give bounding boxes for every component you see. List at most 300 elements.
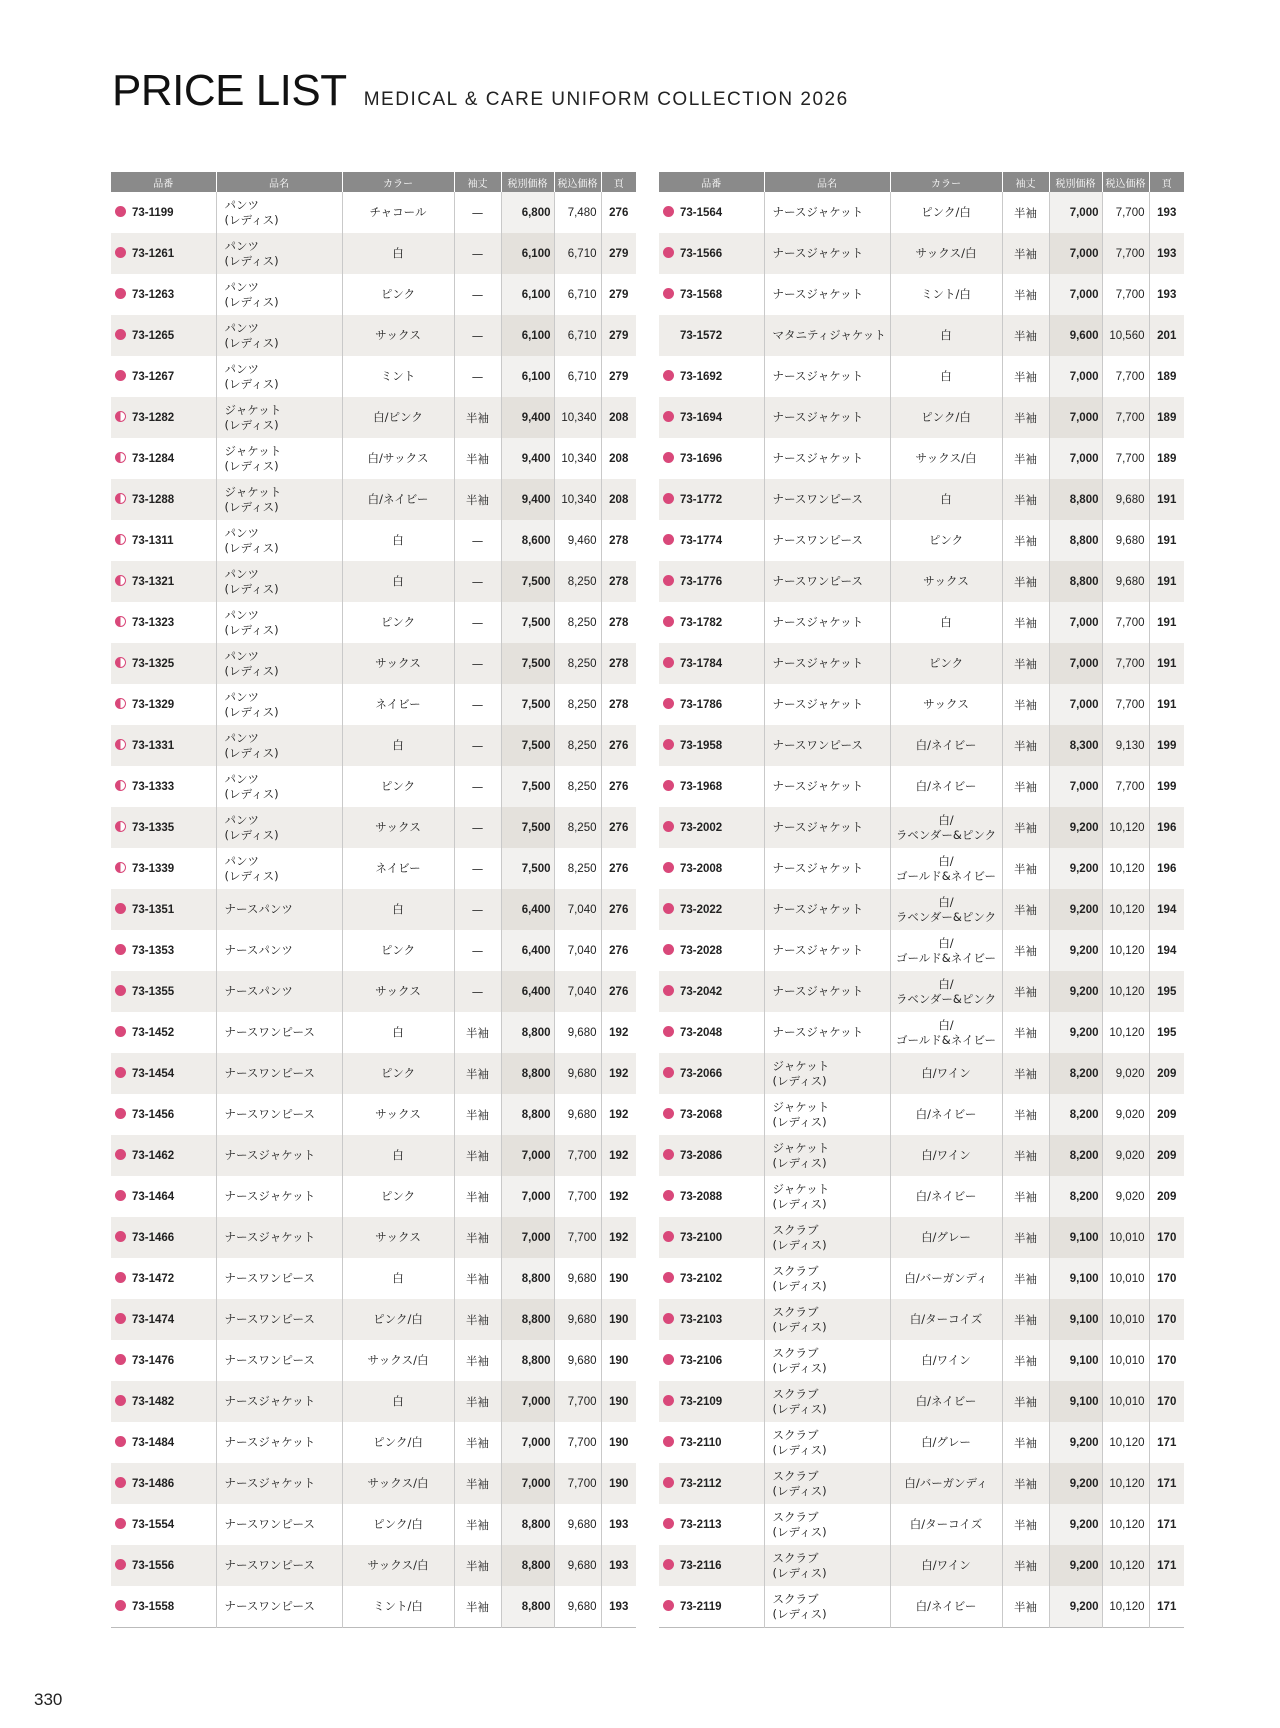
price-in-tax-cell: 7,700 (1102, 766, 1149, 807)
product-code-cell (111, 766, 216, 807)
table-row (111, 1217, 636, 1258)
sleeve-cell: — (454, 520, 501, 561)
table-row (659, 397, 1184, 438)
product-mark-icon (115, 247, 126, 258)
product-name-line: ナースワンピース (224, 1312, 315, 1326)
product-name-cell (216, 1094, 342, 1135)
product-color-cell (342, 315, 454, 356)
sleeve-cell: 半袖 (454, 1586, 501, 1628)
price-ex-tax-cell: 9,400 (501, 397, 554, 438)
product-mark-icon (663, 288, 674, 299)
product-code: 73-2048 (680, 1027, 723, 1039)
product-color-line: ミント (380, 369, 416, 383)
product-code: 73-1696 (680, 453, 723, 465)
col-header-price-in: 税込価格 (554, 172, 601, 192)
product-color-line: 白 (392, 1394, 404, 1408)
table-row (659, 1299, 1184, 1340)
col-header-price-in: 税込価格 (1102, 172, 1149, 192)
product-color-cell (342, 1299, 454, 1340)
product-color-line: 白 (392, 902, 404, 916)
product-name-line: (レディス) (224, 786, 279, 801)
product-code-cell (659, 438, 764, 479)
table-row (659, 1545, 1184, 1586)
catalog-page-cell: 193 (1157, 288, 1177, 301)
product-color-cell (890, 1217, 1002, 1258)
product-name-line: ナースワンピース (224, 1066, 315, 1080)
catalog-page-cell: 192 (601, 1053, 636, 1094)
product-code-cell (111, 971, 216, 1012)
product-code: 73-2088 (680, 1191, 723, 1203)
table-row (111, 1299, 636, 1340)
sleeve-cell: 半袖 (1002, 438, 1049, 479)
product-name-cell (216, 1586, 342, 1628)
product-code-cell (111, 520, 216, 561)
price-in-tax-cell: 9,680 (554, 1545, 601, 1586)
product-mark-icon (115, 1600, 126, 1611)
product-mark-icon (663, 493, 674, 504)
sleeve-cell: 半袖 (1002, 1422, 1049, 1463)
product-color-cell (342, 766, 454, 807)
sleeve-cell: 半袖 (1002, 274, 1049, 315)
sleeve-cell: — (454, 766, 501, 807)
price-in-tax-cell: 9,020 (1102, 1176, 1149, 1217)
table-row (659, 315, 1184, 356)
table-row (111, 233, 636, 274)
product-code: 73-1556 (132, 1560, 175, 1572)
price-in-tax-cell: 8,250 (554, 848, 601, 889)
price-ex-tax-cell: 8,800 (501, 1053, 554, 1094)
sleeve-cell: 半袖 (1002, 1094, 1049, 1135)
sleeve-cell: 半袖 (1002, 1135, 1049, 1176)
price-in-tax-cell: 10,010 (1102, 1340, 1149, 1381)
price-in-tax-cell: 9,020 (1102, 1094, 1149, 1135)
product-name-cell (764, 930, 890, 971)
price-in-tax-cell: 8,250 (554, 807, 601, 848)
product-color-cell (342, 889, 454, 930)
product-code-cell (111, 1053, 216, 1094)
product-color-cell (342, 192, 454, 233)
table-row (111, 1381, 636, 1422)
catalog-page-cell: 276 (601, 725, 636, 766)
product-name-line: スクラブ (772, 1345, 819, 1360)
product-color-cell (342, 684, 454, 725)
product-color-line: 白 (392, 246, 404, 260)
product-color-cell (342, 520, 454, 561)
catalog-page-cell: 171 (1157, 1436, 1177, 1449)
product-mark-icon (663, 1272, 674, 1283)
product-name-cell (764, 233, 890, 274)
product-code-cell (659, 315, 764, 356)
product-mark-icon (663, 452, 674, 463)
table-row (111, 1176, 636, 1217)
product-code-cell (111, 848, 216, 889)
price-in-tax-cell: 10,120 (1102, 971, 1149, 1012)
product-code: 73-1572 (680, 330, 723, 342)
product-mark-icon (663, 1313, 674, 1324)
product-name-cell (216, 930, 342, 971)
product-name-cell (764, 1094, 890, 1135)
table-row (111, 684, 636, 725)
price-ex-tax-cell: 8,800 (501, 1299, 554, 1340)
product-name-line: ナースジャケット (772, 615, 864, 629)
catalog-page-cell: 190 (609, 1272, 629, 1285)
product-name-line: スクラブ (772, 1222, 819, 1237)
product-code-cell (659, 1463, 764, 1504)
product-mark-icon (663, 944, 674, 955)
product-code: 73-1558 (132, 1601, 175, 1613)
product-name-line: (レディス) (224, 745, 279, 760)
price-ex-tax-cell: 8,200 (1049, 1135, 1102, 1176)
catalog-page-cell: 209 (1157, 1190, 1177, 1203)
product-color-line: 白/ワイン (921, 1148, 971, 1162)
product-name-line: ナースジャケット (772, 820, 864, 834)
catalog-page-cell: 170 (1149, 1381, 1184, 1422)
product-code-cell (111, 233, 216, 274)
product-color-cell (342, 930, 454, 971)
sleeve-cell: 半袖 (454, 1504, 501, 1545)
catalog-page-cell: 278 (609, 698, 629, 711)
table-row (659, 1094, 1184, 1135)
product-code-cell (659, 1258, 764, 1299)
product-code: 73-1353 (132, 945, 175, 957)
sleeve-cell: 半袖 (454, 397, 501, 438)
sleeve-cell: — (454, 848, 501, 889)
product-code: 73-1782 (680, 617, 723, 629)
product-code-cell (659, 233, 764, 274)
product-code-cell (111, 684, 216, 725)
catalog-page-cell: 170 (1157, 1354, 1177, 1367)
product-code: 73-2102 (680, 1273, 723, 1285)
product-code-cell (659, 1176, 764, 1217)
product-color-cell (890, 356, 1002, 397)
product-code-cell (659, 807, 764, 848)
product-color-cell (890, 1053, 1002, 1094)
product-color-line: サックス (375, 656, 421, 670)
product-mark-icon (115, 1026, 126, 1037)
product-mark-icon (115, 288, 126, 299)
table-row (111, 438, 636, 479)
product-name-cell (764, 1217, 890, 1258)
catalog-page-cell: 208 (609, 452, 629, 465)
product-color-cell (342, 848, 454, 889)
product-name-cell (764, 274, 890, 315)
product-name-line: パンツ (224, 812, 259, 827)
product-name-line: ナースワンピース (224, 1107, 315, 1121)
table-row (659, 602, 1184, 643)
product-color-line: ゴールド&ネイビー (895, 1032, 997, 1047)
price-in-tax-cell: 7,700 (1102, 643, 1149, 684)
price-ex-tax-cell: 9,100 (1049, 1340, 1102, 1381)
product-name-line: ジャケット (772, 1140, 830, 1155)
product-color-line: ピンク (928, 533, 964, 547)
catalog-page-cell: 196 (1149, 807, 1184, 848)
product-color-cell (890, 1463, 1002, 1504)
product-name-line: ナースジャケット (224, 1394, 316, 1408)
product-code: 73-1772 (680, 494, 723, 506)
product-mark-icon (115, 821, 126, 832)
product-color-cell (890, 971, 1002, 1012)
price-ex-tax-cell: 9,100 (1049, 1217, 1102, 1258)
catalog-page-cell: 276 (609, 944, 629, 957)
product-code: 73-1462 (132, 1150, 175, 1162)
price-in-tax-cell: 9,680 (554, 1586, 601, 1628)
table-row (111, 315, 636, 356)
product-name-cell (764, 1258, 890, 1299)
price-ex-tax-cell: 7,500 (501, 643, 554, 684)
product-color-cell (890, 1258, 1002, 1299)
product-color-cell (342, 1504, 454, 1545)
product-name-line: ナースワンピース (224, 1025, 315, 1039)
price-ex-tax-cell: 8,800 (501, 1094, 554, 1135)
product-color-line: サックス/白 (367, 1558, 429, 1572)
product-code: 73-1692 (680, 371, 723, 383)
product-name-line: ナースジャケット (772, 697, 864, 711)
product-mark-icon (663, 247, 674, 258)
price-in-tax-cell: 10,340 (554, 479, 601, 520)
table-row (659, 1463, 1184, 1504)
price-ex-tax-cell: 9,200 (1049, 1504, 1102, 1545)
product-code: 73-1263 (132, 289, 175, 301)
product-mark-icon (115, 985, 126, 996)
table-row (111, 1340, 636, 1381)
product-mark-icon (115, 657, 126, 668)
sleeve-cell: 半袖 (454, 1381, 501, 1422)
catalog-page-cell: 192 (609, 1108, 629, 1121)
product-name-line: ナースジャケット (772, 943, 864, 957)
sleeve-cell: 半袖 (1002, 1299, 1049, 1340)
price-ex-tax-cell: 7,500 (501, 807, 554, 848)
product-code-cell (659, 1094, 764, 1135)
price-in-tax-cell: 10,010 (1102, 1258, 1149, 1299)
product-color-line: ネイビー (375, 861, 421, 875)
table-row (659, 356, 1184, 397)
sleeve-cell: 半袖 (1002, 1176, 1049, 1217)
sleeve-cell: 半袖 (454, 479, 501, 520)
product-name-cell (216, 807, 342, 848)
product-name-cell (764, 479, 890, 520)
product-name-line: ナースワンピース (224, 1353, 315, 1367)
catalog-page-cell: 278 (601, 561, 636, 602)
product-color-line: ゴールド&ネイビー (895, 950, 997, 965)
product-code: 73-1482 (132, 1396, 175, 1408)
catalog-page-cell: 279 (601, 233, 636, 274)
sleeve-cell: — (454, 971, 501, 1012)
product-color-line: 白/ネイビー (915, 779, 977, 793)
price-in-tax-cell: 6,710 (554, 315, 601, 356)
product-mark-icon (115, 903, 126, 914)
sleeve-cell: — (454, 807, 501, 848)
catalog-page-cell: 191 (1149, 561, 1184, 602)
table-row (659, 1340, 1184, 1381)
product-color-cell (890, 1422, 1002, 1463)
catalog-page-cell: 191 (1157, 534, 1177, 547)
product-code: 73-1484 (132, 1437, 175, 1449)
product-name-cell (216, 848, 342, 889)
product-name-line: ナースパンツ (224, 943, 293, 957)
catalog-page-cell: 171 (1149, 1463, 1184, 1504)
product-name-cell (216, 1053, 342, 1094)
product-mark-icon (115, 1518, 126, 1529)
product-color-line: 白 (392, 738, 404, 752)
catalog-page-cell: 278 (601, 643, 636, 684)
product-color-line: 白/ワイン (921, 1558, 971, 1572)
product-mark-icon (663, 1436, 674, 1447)
price-in-tax-cell: 9,680 (1102, 561, 1149, 602)
product-color-line: 白/ネイビー (915, 1189, 977, 1203)
price-in-tax-cell: 8,250 (554, 643, 601, 684)
product-mark-icon (115, 493, 126, 504)
price-ex-tax-cell: 7,000 (1049, 356, 1102, 397)
product-name-line: ナースジャケット (772, 410, 864, 424)
sleeve-cell: 半袖 (1002, 1545, 1049, 1586)
product-mark-icon (115, 1108, 126, 1119)
price-ex-tax-cell: 9,400 (501, 438, 554, 479)
product-name-cell (764, 643, 890, 684)
col-header-code: 品番 (659, 172, 764, 192)
product-name-line: (レディス) (224, 212, 279, 227)
product-color-line: 白/ピンク (373, 410, 423, 424)
product-color-line: ピンク (928, 656, 964, 670)
product-name-cell (216, 315, 342, 356)
sleeve-cell: 半袖 (454, 1176, 501, 1217)
product-code: 73-1321 (132, 576, 175, 588)
product-color-cell (342, 1217, 454, 1258)
price-ex-tax-cell: 7,000 (501, 1135, 554, 1176)
product-name-cell (764, 1053, 890, 1094)
product-color-cell (890, 1094, 1002, 1135)
product-code-cell (659, 725, 764, 766)
product-color-line: ラベンダー&ピンク (895, 827, 997, 842)
price-ex-tax-cell: 9,200 (1049, 971, 1102, 1012)
product-name-cell (216, 397, 342, 438)
price-ex-tax-cell: 8,800 (501, 1258, 554, 1299)
product-name-cell (764, 1422, 890, 1463)
catalog-page-cell: 192 (601, 1135, 636, 1176)
catalog-page-cell: 209 (1149, 1053, 1184, 1094)
product-code-cell (659, 1545, 764, 1586)
sleeve-cell: 半袖 (1002, 1381, 1049, 1422)
price-in-tax-cell: 10,340 (554, 438, 601, 479)
product-color-line: 白/ (938, 812, 954, 827)
table-row (111, 643, 636, 684)
price-ex-tax-cell: 7,000 (501, 1381, 554, 1422)
catalog-page-cell: 191 (1157, 616, 1177, 629)
product-name-cell (764, 1135, 890, 1176)
table-row (111, 1258, 636, 1299)
product-code: 73-1282 (132, 412, 175, 424)
product-color-cell (890, 1299, 1002, 1340)
price-ex-tax-cell: 6,100 (501, 315, 554, 356)
product-color-line: ピンク (380, 287, 416, 301)
product-code: 73-1456 (132, 1109, 175, 1121)
product-color-cell (342, 1135, 454, 1176)
product-name-line: (レディス) (772, 1360, 827, 1375)
product-color-cell (342, 971, 454, 1012)
product-code: 73-2113 (680, 1519, 722, 1531)
product-code: 73-2022 (680, 904, 723, 916)
product-color-line: ゴールド&ネイビー (895, 868, 997, 883)
price-in-tax-cell: 6,710 (554, 356, 601, 397)
product-name-line: ジャケット (224, 402, 282, 417)
product-color-cell (890, 930, 1002, 971)
table-row (111, 1504, 636, 1545)
sleeve-cell: 半袖 (454, 1422, 501, 1463)
col-header-color: カラー (890, 172, 1002, 192)
product-mark-icon (115, 1272, 126, 1283)
product-color-cell (342, 479, 454, 520)
catalog-page-cell: 278 (609, 534, 629, 547)
product-color-cell (890, 807, 1002, 848)
price-in-tax-cell: 9,680 (1102, 479, 1149, 520)
product-code: 73-2028 (680, 945, 723, 957)
sleeve-cell: 半袖 (1002, 315, 1049, 356)
catalog-page-cell: 276 (609, 862, 629, 875)
product-mark-icon (663, 1477, 674, 1488)
product-color-line: ネイビー (375, 697, 421, 711)
sleeve-cell: — (454, 889, 501, 930)
product-color-cell (342, 356, 454, 397)
product-code: 73-2066 (680, 1068, 723, 1080)
table-row (111, 889, 636, 930)
table-row (111, 479, 636, 520)
product-code-cell (659, 520, 764, 561)
product-mark-icon (115, 1436, 126, 1447)
price-ex-tax-cell: 8,600 (501, 520, 554, 561)
product-mark-icon (663, 1354, 674, 1365)
product-name-line: ナースワンピース (772, 574, 863, 588)
product-code: 73-1776 (680, 576, 723, 588)
product-color-cell (342, 1258, 454, 1299)
table-row (659, 848, 1184, 889)
product-color-line: ピンク (380, 1066, 416, 1080)
product-color-line: 白 (392, 574, 404, 588)
product-code: 73-1958 (680, 740, 723, 752)
product-code: 73-1284 (132, 453, 175, 465)
table-row (659, 1217, 1184, 1258)
price-in-tax-cell: 8,250 (554, 725, 601, 766)
table-row (111, 766, 636, 807)
product-color-line: 白/ネイビー (915, 1394, 977, 1408)
product-name-cell (764, 356, 890, 397)
col-header-price-ex: 税別価格 (1049, 172, 1102, 192)
product-name-line: ナースジャケット (772, 246, 864, 260)
product-color-line: ミント/白 (373, 1599, 423, 1613)
product-code-cell (659, 684, 764, 725)
price-in-tax-cell: 7,700 (554, 1135, 601, 1176)
product-name-line: スクラブ (772, 1304, 819, 1319)
table-row (111, 1012, 636, 1053)
catalog-page-cell: 192 (609, 1026, 629, 1039)
catalog-page-cell: 190 (601, 1463, 636, 1504)
price-in-tax-cell: 7,700 (1102, 602, 1149, 643)
product-code: 73-1968 (680, 781, 723, 793)
product-name-line: (レディス) (772, 1278, 827, 1293)
product-color-cell (342, 602, 454, 643)
product-name-cell (764, 1176, 890, 1217)
product-name-line: ジャケット (224, 484, 282, 499)
table-row (659, 274, 1184, 315)
price-ex-tax-cell: 7,000 (501, 1217, 554, 1258)
sleeve-cell: — (454, 643, 501, 684)
catalog-page-cell: 208 (601, 397, 636, 438)
product-code-cell (111, 1012, 216, 1053)
price-ex-tax-cell: 7,500 (501, 602, 554, 643)
table-row (111, 561, 636, 602)
product-mark-icon (115, 1067, 126, 1078)
product-mark-icon (663, 1559, 674, 1570)
product-name-line: (レディス) (224, 458, 279, 473)
product-mark-icon (663, 739, 674, 750)
